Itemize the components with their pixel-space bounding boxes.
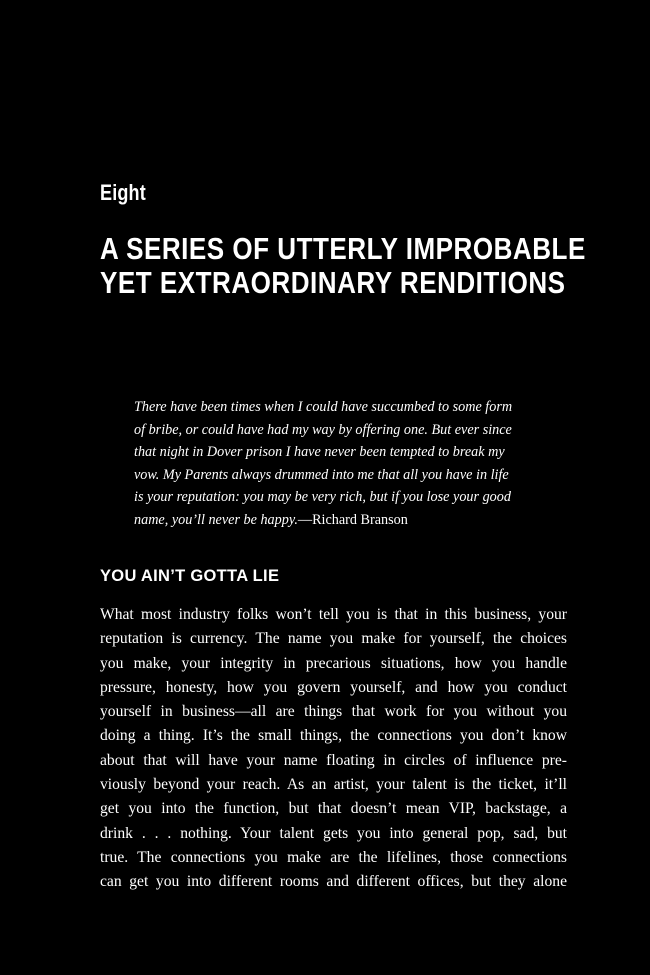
- body-line: What most industry folks won’t tell you is that in this business, your: [100, 606, 567, 623]
- epigraph-attribution: —Richard Branson: [297, 511, 408, 528]
- epigraph-line: vow. My Parents always drummed into me that all you have in life: [134, 466, 509, 483]
- chapter-number: Eight: [100, 180, 146, 205]
- body-line: get you into the function, but that doesn’t mean VIP, backstage, a: [100, 800, 567, 818]
- body-line: you make, your integrity in precarious situations, how you handle: [100, 654, 567, 672]
- epigraph-line: There have been times when I could have succumbed to some form: [134, 399, 513, 415]
- body-line: can get you into different rooms and different offices, but they alone: [100, 873, 567, 891]
- body-line: pressure, honesty, how you govern yourself, and how you conduct: [100, 678, 567, 696]
- body-line: yourself in business—all are things that work for you without you: [100, 703, 567, 721]
- chapter-title: [100, 231, 586, 300]
- body-line: viously beyond your reach. As an artist, your talent is the ticket, it’ll: [100, 776, 567, 794]
- body-line: doing a thing. It’s the small things, the connections you don’t know: [100, 727, 567, 745]
- epigraph-line: of bribe, or could have had my way by offering one. But ever since: [134, 421, 512, 438]
- body-paragraph: [100, 603, 567, 895]
- body-line: true. The connections you make are the lifelines, those connections: [100, 848, 567, 866]
- body-line: reputation is currency. The name you make for yourself, the choices: [100, 630, 567, 648]
- chapter-title-line: YET EXTRAORDINARY RENDITIONS: [100, 265, 566, 300]
- epigraph-line: that night in Dover prison I have never been tempted to break my: [134, 444, 505, 461]
- body-line: about that will have your name floating in circles of influence pre-: [100, 751, 567, 769]
- epigraph-last-line: [134, 509, 534, 532]
- epigraph-line: name, you’ll never be happy.: [134, 511, 298, 528]
- chapter-title-line: A SERIES OF UTTERLY IMPROBABLE: [100, 231, 586, 266]
- epigraph-line: is your reputation: you may be very rich, but if you lose your good: [134, 489, 511, 506]
- section-heading: YOU AIN’T GOTTA LIE: [100, 567, 280, 585]
- epigraph: [134, 396, 534, 532]
- body-line: drink . . . nothing. Your talent gets you into general pop, sad, but: [100, 824, 567, 842]
